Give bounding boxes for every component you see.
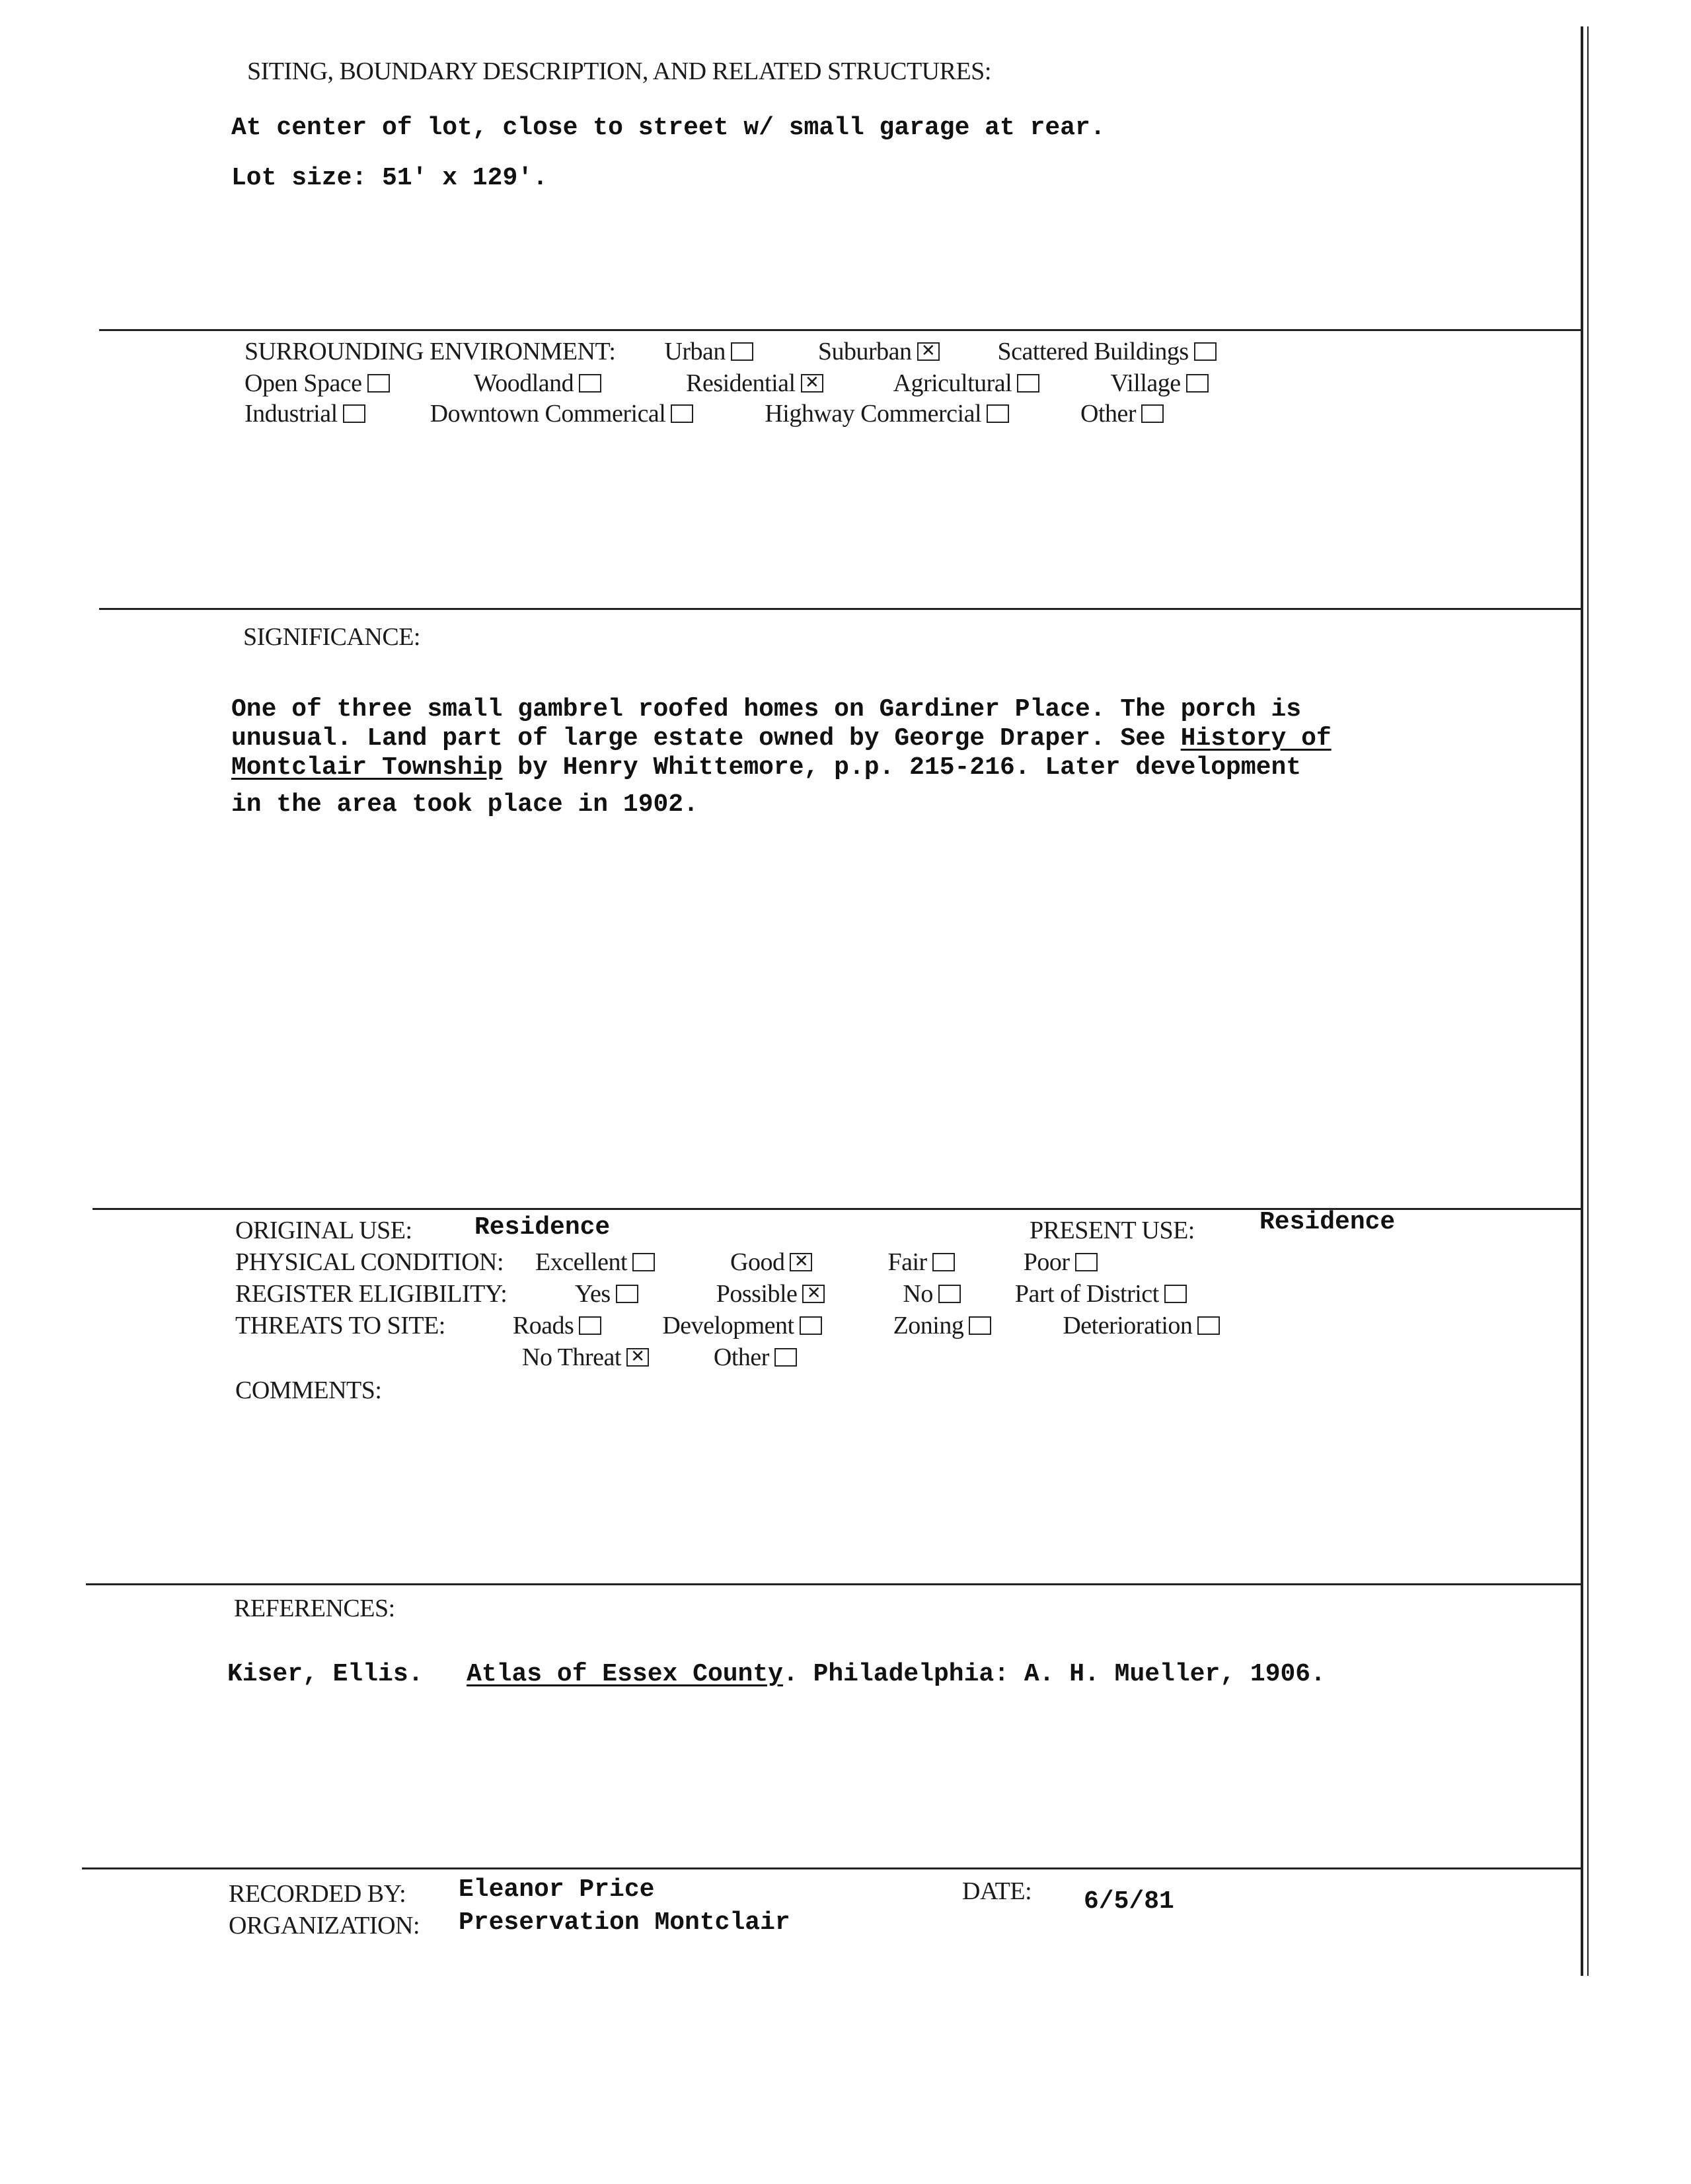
threats-roads-label: Roads bbox=[512, 1312, 574, 1339]
threats-zoning-label: Zoning bbox=[893, 1312, 964, 1339]
env-village-checkbox[interactable] bbox=[1186, 374, 1209, 393]
eligibility-district-checkbox[interactable] bbox=[1164, 1285, 1187, 1303]
siting-line-1: At center of lot, close to street w/ small garage at rear. bbox=[231, 114, 1106, 142]
reference-entry bbox=[227, 1660, 1326, 1688]
threats-no-threat-checkbox[interactable] bbox=[626, 1348, 649, 1367]
condition-good-checkbox[interactable] bbox=[790, 1253, 812, 1271]
env-open-space-label: Open Space bbox=[244, 369, 362, 397]
reference-author: Kiser, Ellis. bbox=[227, 1660, 424, 1688]
threats-zoning-checkbox[interactable] bbox=[969, 1316, 991, 1335]
env-suburban-label: Suburban bbox=[817, 338, 912, 365]
threats-row-1 bbox=[235, 1311, 1220, 1340]
eligibility-possible-label: Possible bbox=[716, 1280, 798, 1308]
recorded-by-value: Eleanor Price bbox=[459, 1875, 655, 1904]
organization-label: ORGANIZATION: bbox=[229, 1912, 420, 1939]
eligibility-possible-checkbox[interactable] bbox=[802, 1285, 825, 1303]
threats-other-checkbox[interactable] bbox=[774, 1348, 797, 1367]
references-heading: REFERENCES: bbox=[234, 1595, 395, 1622]
condition-fair-checkbox[interactable] bbox=[932, 1253, 955, 1271]
date-value: 6/5/81 bbox=[1084, 1887, 1174, 1916]
section-divider bbox=[82, 1867, 1582, 1869]
reference-title: Atlas of Essex County bbox=[467, 1660, 783, 1688]
threats-other-label: Other bbox=[713, 1343, 769, 1371]
significance-heading: SIGNIFICANCE: bbox=[243, 623, 420, 651]
condition-poor-checkbox[interactable] bbox=[1075, 1253, 1098, 1271]
section-divider bbox=[99, 608, 1582, 610]
threats-no-threat-label: No Threat bbox=[522, 1343, 621, 1371]
eligibility-district-label: Part of District bbox=[1014, 1280, 1159, 1308]
condition-good-label: Good bbox=[730, 1248, 785, 1276]
significance-line-3-text: by Henry Whittemore, p.p. 215-216. Later development bbox=[502, 753, 1302, 782]
env-highway-checkbox[interactable] bbox=[987, 404, 1009, 423]
env-urban-label: Urban bbox=[664, 338, 726, 365]
environment-row-1 bbox=[244, 337, 1217, 366]
env-downtown-label: Downtown Commerical bbox=[430, 400, 666, 428]
significance-line-3 bbox=[231, 753, 1301, 782]
env-woodland-checkbox[interactable] bbox=[579, 374, 601, 393]
env-other-checkbox[interactable] bbox=[1141, 404, 1164, 423]
comments-label: COMMENTS: bbox=[235, 1376, 382, 1404]
env-suburban-checkbox[interactable] bbox=[917, 342, 940, 361]
env-agricultural-checkbox[interactable] bbox=[1017, 374, 1039, 393]
env-agricultural-label: Agricultural bbox=[893, 369, 1012, 397]
right-border-line-inner bbox=[1587, 26, 1589, 1976]
environment-heading: SURROUNDING ENVIRONMENT: bbox=[244, 338, 616, 365]
threats-deterioration-checkbox[interactable] bbox=[1197, 1316, 1220, 1335]
environment-row-3 bbox=[244, 399, 1164, 428]
condition-row bbox=[235, 1248, 1098, 1277]
siting-line-2: Lot size: 51' x 129'. bbox=[231, 164, 548, 192]
condition-excellent-checkbox[interactable] bbox=[632, 1253, 655, 1271]
section-divider bbox=[99, 329, 1582, 331]
threats-development-checkbox[interactable] bbox=[800, 1316, 822, 1335]
significance-line-2 bbox=[231, 724, 1332, 753]
section-divider bbox=[86, 1583, 1582, 1585]
env-village-label: Village bbox=[1110, 369, 1181, 397]
recorded-by-label: RECORDED BY: bbox=[229, 1880, 406, 1908]
condition-excellent-label: Excellent bbox=[535, 1248, 628, 1276]
threats-deterioration-label: Deterioration bbox=[1063, 1312, 1193, 1339]
condition-label: PHYSICAL CONDITION: bbox=[235, 1248, 504, 1276]
condition-fair-label: Fair bbox=[887, 1248, 927, 1276]
original-use-label: ORIGINAL USE: bbox=[235, 1217, 412, 1244]
env-open-space-checkbox[interactable] bbox=[367, 374, 390, 393]
eligibility-no-label: No bbox=[903, 1280, 933, 1308]
eligibility-no-checkbox[interactable] bbox=[938, 1285, 961, 1303]
eligibility-row bbox=[235, 1279, 1187, 1308]
present-use-label: PRESENT USE: bbox=[1030, 1217, 1195, 1244]
env-woodland-label: Woodland bbox=[473, 369, 574, 397]
env-industrial-label: Industrial bbox=[244, 400, 338, 428]
env-other-label: Other bbox=[1080, 400, 1137, 428]
env-residential-label: Residential bbox=[686, 369, 796, 397]
significance-book-title-part2: Montclair Township bbox=[231, 753, 503, 782]
env-urban-checkbox[interactable] bbox=[731, 342, 753, 361]
eligibility-yes-label: Yes bbox=[574, 1280, 611, 1308]
env-highway-label: Highway Commercial bbox=[765, 400, 981, 428]
env-scattered-checkbox[interactable] bbox=[1194, 342, 1217, 361]
right-border-line bbox=[1581, 26, 1583, 1976]
date-label: DATE: bbox=[962, 1877, 1032, 1905]
threats-row-2 bbox=[522, 1343, 797, 1372]
condition-poor-label: Poor bbox=[1023, 1248, 1070, 1276]
env-industrial-checkbox[interactable] bbox=[343, 404, 365, 423]
eligibility-label: REGISTER ELIGIBILITY: bbox=[235, 1280, 507, 1308]
organization-value: Preservation Montclair bbox=[459, 1908, 790, 1937]
significance-line-4: in the area took place in 1902. bbox=[231, 790, 698, 819]
reference-publication: . Philadelphia: A. H. Mueller, 1906. bbox=[782, 1660, 1326, 1688]
threats-development-label: Development bbox=[662, 1312, 794, 1339]
siting-heading: SITING, BOUNDARY DESCRIPTION, AND RELATED STRUCTURES: bbox=[247, 57, 991, 85]
significance-line-2-text: unusual. Land part of large estate owned by George Draper. See bbox=[231, 724, 1181, 753]
env-residential-checkbox[interactable] bbox=[801, 374, 823, 393]
original-use-value: Residence bbox=[474, 1213, 611, 1242]
present-use-value: Residence bbox=[1259, 1208, 1396, 1236]
significance-line-1: One of three small gambrel roofed homes on Gardiner Place. The porch is bbox=[231, 695, 1302, 724]
eligibility-yes-checkbox[interactable] bbox=[616, 1285, 638, 1303]
threats-label: THREATS TO SITE: bbox=[235, 1312, 445, 1339]
env-scattered-label: Scattered Buildings bbox=[997, 338, 1189, 365]
threats-roads-checkbox[interactable] bbox=[579, 1316, 601, 1335]
significance-book-title-part1: History of bbox=[1180, 724, 1332, 753]
env-downtown-checkbox[interactable] bbox=[671, 404, 693, 423]
environment-row-2 bbox=[244, 369, 1209, 398]
